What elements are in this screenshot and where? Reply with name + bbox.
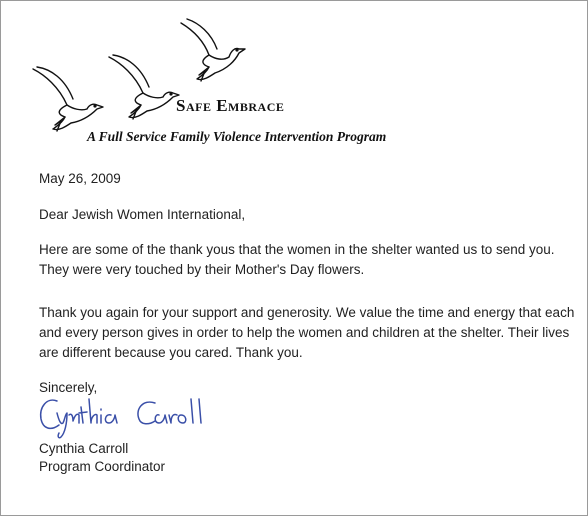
signer-title: Program Coordinator [39,459,166,474]
org-name: Safe Embrace [176,96,285,115]
letter-salutation: Dear Jewish Women International, [39,207,246,222]
letter-paragraph-1: Here are some of the thank yous that the women in the shelter wanted us to send you. They were very touched by their Mother's Day flowers. [39,242,555,277]
letter-paragraph-2: Thank you again for your support and generosity. We value the time and energy that each and every person gives in order to help the women and children at the shelter. Their lives are different because you cared. Thank you. [39,305,575,360]
org-tagline: A Full Service Family Violence Intervention Program [87,129,387,144]
letter-closing: Sincerely, [39,380,98,395]
handwritten-signature [35,393,245,439]
signer-name: Cynthia Carroll [39,441,129,456]
letter-date: May 26, 2009 [39,171,121,186]
